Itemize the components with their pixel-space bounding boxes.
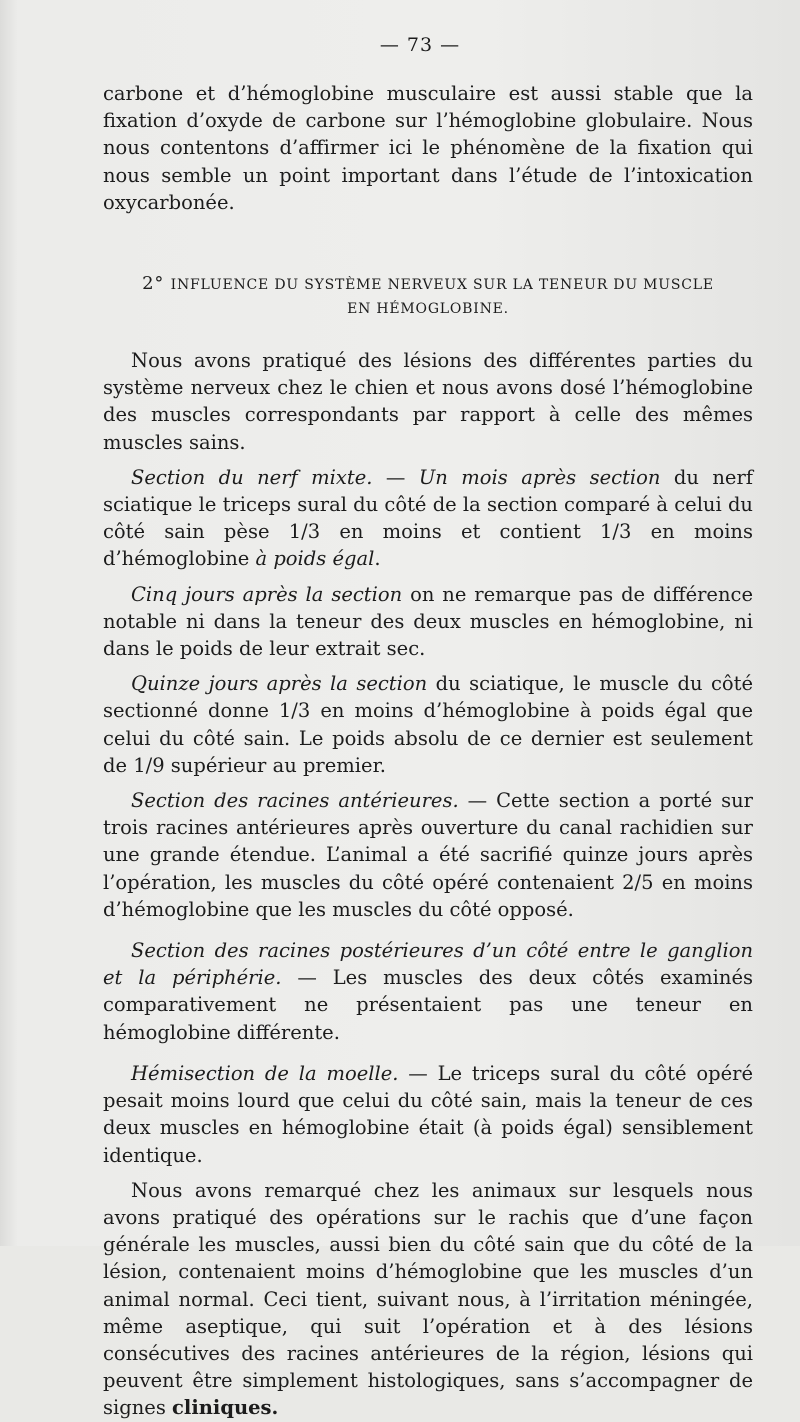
paragraph-quinze-jours: [103, 670, 753, 779]
text-conclusion-last: cliniques.: [172, 1396, 279, 1420]
paragraph-racines-posterieures: [103, 937, 753, 1046]
lead-cinq-jours: Cinq jours après la section: [131, 582, 403, 606]
section-title: [103, 272, 753, 321]
section-title-line2: EN HÉMOGLOBINE.: [347, 301, 509, 318]
heading-racines-posterieures: Section des racines postérieures d’un côté entre le ganglion et la périphérie.: [103, 939, 753, 990]
text-quinze-jours: du sciatique, le muscle du côté sectionné donne 1/3 en moins d’hémoglobine à poids égal que celui du côté sain. Le poids absolu de ce dernier est seulement de 1/9 supérieur au premier.: [103, 672, 753, 777]
paragraph-cinq-jours: [103, 581, 753, 663]
text-hemisection: — Le triceps sural du côté opéré pesait moins lourd que celui du côté sain, mais la teneur de ces deux muscles en hémoglobine était (à poids égal) sensiblement identique.: [103, 1061, 753, 1167]
paragraph-racines-anterieures: [103, 787, 753, 923]
paragraph-intro: Nous avons pratiqué des lésions des différentes parties du système nerveux chez le chien et nous avons dosé l’hémoglobine des muscles correspondants par rapport à celle des mêmes muscles sains.: [103, 349, 753, 454]
paragraph-carryover: carbone et d’hémoglobine musculaire est aussi stable que la fixation d’oxyde de carbone sur l’hémoglobine globulaire. Nous nous contentons d’affirmer ici le phénomène de la fixation qui nous semble un point important dans l’étude de l’intoxication oxycarbonée.: [103, 82, 753, 214]
text-cinq-jours: on ne remarque pas de différence notable ni dans la teneur des deux muscles en hémoglobine, ni dans le poids de leur extrait sec.: [103, 582, 753, 661]
paragraph-conclusion: [103, 1177, 753, 1422]
section-title-line1: INFLUENCE DU SYSTÈME NERVEUX SUR LA TENEUR DU MUSCLE: [170, 277, 714, 294]
lead-quinze-jours: Quinze jours après la section: [131, 672, 428, 696]
italic-poids-egal: à poids égal: [255, 547, 375, 571]
section-number: 2°: [142, 273, 171, 295]
text-nerf-mixte: du nerf sciatique le triceps sural du côté de la section comparé à celui du côté sain pèse 1/3 en moins et contient 1/3 en moins d’hémoglobine: [103, 465, 754, 571]
text-racines-posterieures: — Les muscles des deux côtés examinés comparativement ne présentaient pas une teneur en hémoglobine différente.: [103, 966, 753, 1044]
text-racines-anterieures: — Cette section a porté sur trois racines antérieures après ouverture du canal rachidien sur une grande étendue. L’animal a été sacrifié quinze jours après l’opération, les muscles du côté opéré contenaient 2/5 en moins d’hémoglobine que les muscles du côté opposé.: [103, 789, 754, 921]
heading-hemisection: Hémisection de la moelle.: [131, 1061, 399, 1085]
page-body: [103, 80, 753, 1422]
heading-nerf-mixte: Section du nerf mixte.: [131, 465, 373, 489]
period: .: [374, 547, 381, 571]
lead-un-mois: Un mois après section: [418, 465, 661, 489]
paragraph-nerf-mixte: [103, 464, 753, 573]
page-number: — 73 —: [379, 34, 461, 56]
dash: —: [372, 465, 419, 489]
text-conclusion: Nous avons remarqué chez les animaux sur lesquels nous avons pratiqué des opérations sur le rachis que d’une façon générale les muscles, aussi bien du côté sain que du côté de la lésion, contenaient moins d’hémoglobine que les muscles d’un animal normal. Ceci tient, suivant nous, à l’irritation méningée, même aseptique, qui suit l’opération et à des lésions consécutives des racines antérieures de la région, lésions qui peuvent être simplement histologiques, sans s’accompagner de signes: [103, 1178, 753, 1420]
paragraph-hemisection: [103, 1060, 753, 1169]
heading-racines-anterieures: Section des racines antérieures.: [131, 789, 459, 813]
